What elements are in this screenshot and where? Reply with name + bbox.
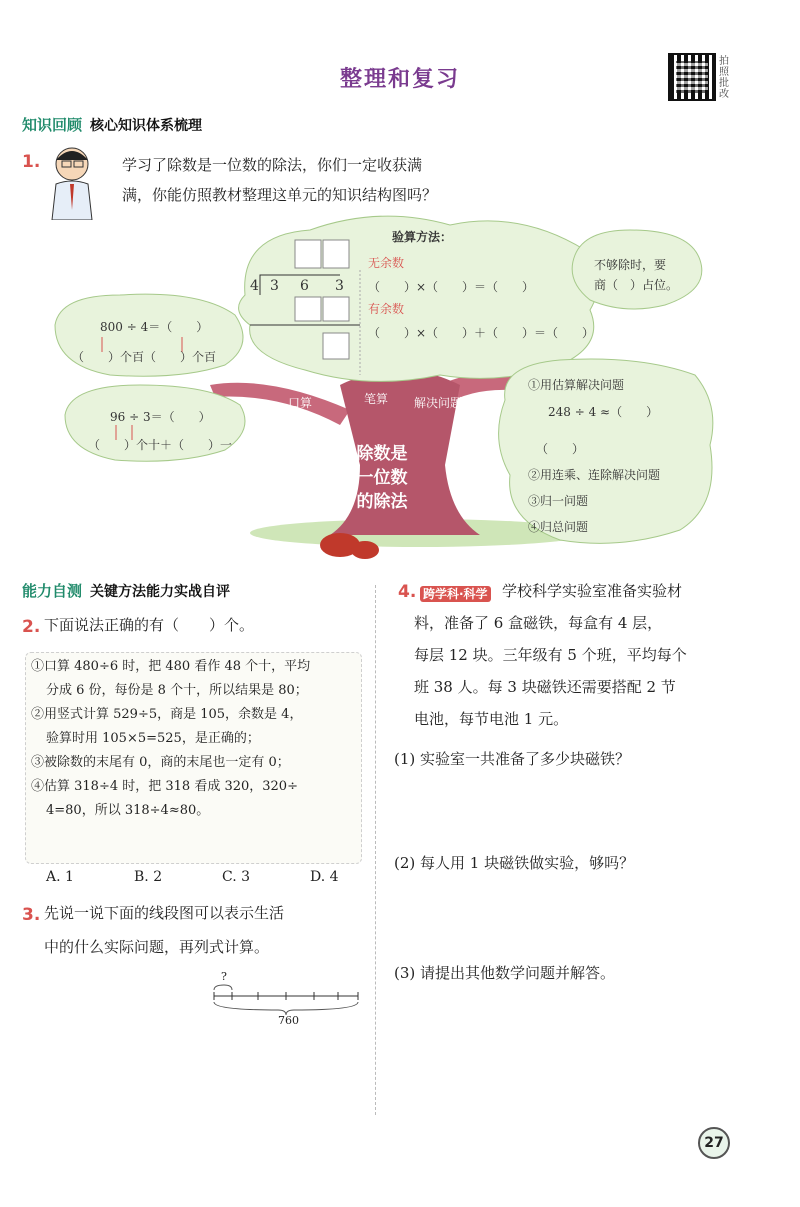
trunk-label: [352, 442, 412, 514]
q4-text-line: 料，准备了 6 盒磁铁，每盒有 4 层，: [414, 614, 663, 632]
q2-options: [46, 866, 398, 885]
q2-statements-box: [25, 652, 362, 864]
q4-text-line: 学校科学实验室准备实验材: [502, 582, 683, 600]
statement-line: ③被除数的末尾有 0，商的末尾也一定有 0；: [31, 755, 290, 770]
zero-placeholder-line1: 不够除时，要: [594, 258, 667, 272]
q4-sub2: (2) 每人用 1 块磁铁做实验，够吗？: [394, 854, 635, 872]
q3-text-line1: 先说一说下面的线段图可以表示生活: [44, 904, 285, 922]
solve-item-2: ②用连乘、连除解决问题: [528, 468, 661, 482]
no-remainder-label: 无余数: [368, 256, 405, 270]
statement-line: ②用竖式计算 529÷5，商是 105，余数是 4，: [31, 707, 303, 722]
solve-item-1: ①用估算解决问题: [528, 378, 625, 392]
question-number: 4.: [398, 582, 417, 602]
question-number: 1.: [22, 152, 41, 172]
q2-stem: 下面说法正确的有（ ）个。: [44, 616, 255, 634]
q4-sub1: (1) 实验室一共准备了多少块磁铁？: [394, 750, 631, 768]
section-subtitle: 核心知识体系梳理: [90, 118, 203, 134]
branch-label-written: 笔算: [364, 392, 389, 406]
section-subtitle: 关键方法能力实战自评: [90, 584, 231, 600]
answer-box[interactable]: [323, 333, 349, 359]
q3-text-line2: 中的什么实际问题，再列式计算。: [44, 938, 270, 956]
cross-subject-label: 跨学科·科学: [420, 586, 491, 602]
question-brace: [214, 985, 232, 990]
mushroom: [351, 541, 379, 559]
section-knowledge-review: [22, 114, 202, 135]
section-tag: 能力自测: [22, 582, 83, 600]
branch-label-solve: 解决问题: [414, 396, 463, 410]
dividend-digit: 3: [270, 278, 279, 294]
q1-text-line1: 学习了除数是一位数的除法，你们一定收获满: [122, 156, 423, 174]
branch-label-oral: 口算: [288, 396, 313, 410]
qr-label: 拍照批改: [719, 56, 729, 100]
statement-line: 验算时用 105×5=525，是正确的；: [46, 731, 260, 746]
section-self-test: [22, 580, 230, 601]
statement-line: ④估算 318÷4 时，把 318 看成 320，320÷: [31, 779, 298, 794]
question-number: 3.: [22, 905, 41, 925]
q4-text-line: 电池，每节电池 1 元。: [414, 710, 569, 728]
zero-placeholder-line2: 商（ ）占位。: [594, 278, 679, 292]
option-d[interactable]: D. 4: [310, 869, 339, 885]
oral-calc-formula-1: 800 ÷ 4＝（ ）: [100, 320, 209, 334]
solve-item-3: ③归一问题: [528, 494, 589, 508]
trunk-label-line: 的除法: [356, 492, 408, 512]
divisor: 4: [250, 278, 259, 294]
question-number: 2.: [22, 617, 41, 637]
option-a[interactable]: A. 1: [46, 869, 74, 885]
with-remainder-label: 有余数: [368, 302, 405, 316]
page-number: 27: [698, 1127, 730, 1159]
cross-subject-tag: [420, 583, 491, 602]
q4-text-line: 班 38 人。每 3 块磁铁还需要搭配 2 节: [414, 678, 676, 696]
oral-calc-hint-1: （ ）个百（ ）个百: [72, 350, 217, 364]
estimate-formula: 248 ÷ 4 ≈（ ）: [548, 405, 659, 419]
q4-text-line: 每层 12 块。三年级有 5 个班，平均每个: [414, 646, 687, 664]
answer-box[interactable]: [295, 297, 321, 321]
option-c[interactable]: C. 3: [222, 869, 251, 885]
section-tag: 知识回顾: [22, 116, 83, 134]
diagram-total: 760: [278, 1014, 299, 1027]
q4-sub3: (3) 请提出其他数学问题并解答。: [394, 964, 616, 982]
statement-line: ①口算 480÷6 时，把 480 看作 48 个十，平均: [31, 659, 311, 674]
estimate-blank: （ ）: [536, 442, 585, 456]
solve-item-4: ④归总问题: [528, 520, 589, 534]
diagram-question-mark: ?: [221, 970, 227, 983]
check-method-title: 验算方法：: [392, 230, 453, 244]
answer-box[interactable]: [323, 297, 349, 321]
answer-box[interactable]: [323, 240, 349, 268]
column-divider: [375, 585, 376, 1115]
trunk-label-line: 除数是: [356, 444, 408, 464]
statement-line: 4=80，所以 318÷4≈80。: [46, 803, 210, 818]
qr-code[interactable]: [668, 53, 716, 101]
page-title: 整理和复习: [339, 66, 460, 92]
with-remainder-formula: （ ）×（ ）＋（ ）＝（ ）: [368, 326, 595, 340]
no-remainder-formula: （ ）×（ ）＝（ ）: [368, 280, 535, 294]
q1-text-line2: 满，你能仿照教材整理这单元的知识结构图吗？: [122, 186, 438, 204]
teacher-illustration: [40, 140, 105, 220]
answer-box[interactable]: [295, 240, 321, 268]
oral-calc-hint-2: （ ）个十＋（ ）一: [88, 438, 233, 452]
dividend-digit: 6: [300, 278, 309, 294]
statement-line: 分成 6 份，每份是 8 个十，所以结果是 80；: [46, 683, 308, 698]
dividend-digit: 3: [335, 278, 344, 294]
option-b[interactable]: B. 2: [134, 869, 163, 885]
trunk-label-line: 一位数: [356, 468, 408, 488]
oral-calc-formula-2: 96 ÷ 3＝（ ）: [110, 410, 211, 424]
